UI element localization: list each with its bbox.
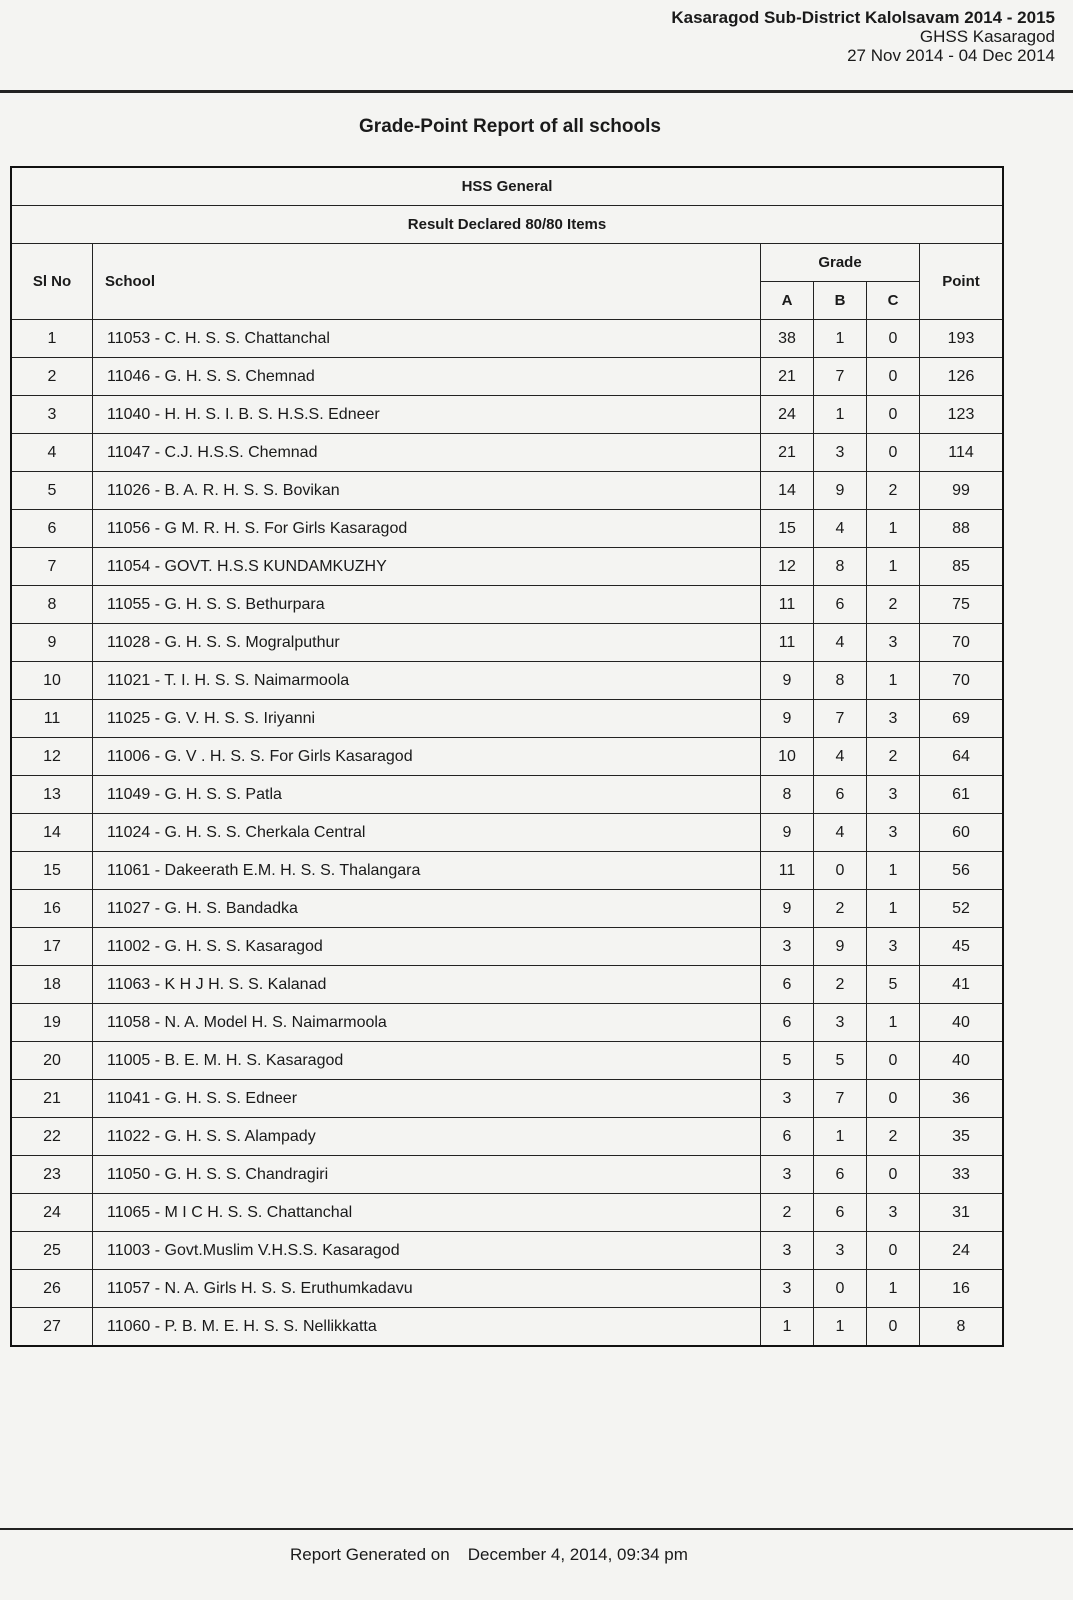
row-grade-a: 10: [761, 738, 814, 776]
row-grade-b: 4: [814, 814, 867, 852]
col-header-point: Point: [920, 244, 1004, 320]
table-row: [11, 624, 1003, 662]
row-school: 11026 - B. A. R. H. S. S. Bovikan: [93, 472, 761, 510]
row-grade-a: 11: [761, 586, 814, 624]
row-school: 11057 - N. A. Girls H. S. S. Eruthumkadavu: [93, 1270, 761, 1308]
row-grade-a: 3: [761, 928, 814, 966]
row-grade-a: 5: [761, 1042, 814, 1080]
table-row: [11, 1270, 1003, 1308]
table-body: [11, 320, 1003, 1347]
document-header: [671, 8, 1055, 65]
table-row: [11, 852, 1003, 890]
row-grade-a: 6: [761, 1004, 814, 1042]
row-point: 123: [920, 396, 1004, 434]
row-grade-b: 1: [814, 396, 867, 434]
row-grade-b: 4: [814, 624, 867, 662]
row-school: 11022 - G. H. S. S. Alampady: [93, 1118, 761, 1156]
row-grade-b: 8: [814, 548, 867, 586]
row-sl-no: 7: [11, 548, 93, 586]
row-grade-a: 21: [761, 358, 814, 396]
row-point: 8: [920, 1308, 1004, 1347]
row-grade-b: 6: [814, 586, 867, 624]
row-grade-a: 38: [761, 320, 814, 358]
row-grade-c: 0: [867, 396, 920, 434]
row-grade-a: 11: [761, 852, 814, 890]
row-sl-no: 17: [11, 928, 93, 966]
row-grade-c: 5: [867, 966, 920, 1004]
row-grade-c: 3: [867, 624, 920, 662]
row-point: 114: [920, 434, 1004, 472]
row-school: 11006 - G. V . H. S. S. For Girls Kasaragod: [93, 738, 761, 776]
row-point: 41: [920, 966, 1004, 1004]
row-point: 56: [920, 852, 1004, 890]
row-point: 99: [920, 472, 1004, 510]
row-school: 11061 - Dakeerath E.M. H. S. S. Thalangara: [93, 852, 761, 890]
row-grade-a: 3: [761, 1156, 814, 1194]
row-grade-a: 15: [761, 510, 814, 548]
table-row: [11, 1042, 1003, 1080]
table-row: [11, 434, 1003, 472]
row-point: 40: [920, 1042, 1004, 1080]
row-grade-b: 6: [814, 1156, 867, 1194]
row-sl-no: 10: [11, 662, 93, 700]
row-sl-no: 18: [11, 966, 93, 1004]
row-school: 11024 - G. H. S. S. Cherkala Central: [93, 814, 761, 852]
row-grade-c: 3: [867, 776, 920, 814]
table-row: [11, 1156, 1003, 1194]
row-grade-b: 7: [814, 1080, 867, 1118]
header-divider: [0, 90, 1073, 93]
row-sl-no: 14: [11, 814, 93, 852]
row-grade-b: 1: [814, 320, 867, 358]
row-school: 11047 - C.J. H.S.S. Chemnad: [93, 434, 761, 472]
row-grade-a: 9: [761, 890, 814, 928]
row-point: 193: [920, 320, 1004, 358]
row-point: 35: [920, 1118, 1004, 1156]
row-school: 11055 - G. H. S. S. Bethurpara: [93, 586, 761, 624]
row-grade-a: 6: [761, 966, 814, 1004]
event-dates: 27 Nov 2014 - 04 Dec 2014: [847, 46, 1055, 65]
row-grade-c: 0: [867, 320, 920, 358]
row-sl-no: 20: [11, 1042, 93, 1080]
row-sl-no: 3: [11, 396, 93, 434]
row-grade-c: 2: [867, 472, 920, 510]
col-header-grade-b: B: [814, 282, 867, 320]
row-school: 11060 - P. B. M. E. H. S. S. Nellikkatta: [93, 1308, 761, 1347]
row-grade-b: 0: [814, 1270, 867, 1308]
row-grade-c: 2: [867, 586, 920, 624]
row-school: 11028 - G. H. S. S. Mogralputhur: [93, 624, 761, 662]
row-sl-no: 8: [11, 586, 93, 624]
row-sl-no: 22: [11, 1118, 93, 1156]
row-sl-no: 21: [11, 1080, 93, 1118]
row-sl-no: 12: [11, 738, 93, 776]
row-school: 11027 - G. H. S. Bandadka: [93, 890, 761, 928]
row-grade-b: 8: [814, 662, 867, 700]
row-sl-no: 9: [11, 624, 93, 662]
col-header-school: School: [93, 244, 761, 320]
col-header-grade: Grade: [761, 244, 920, 282]
table-row: [11, 1308, 1003, 1347]
row-point: 85: [920, 548, 1004, 586]
row-school: 11040 - H. H. S. I. B. S. H.S.S. Edneer: [93, 396, 761, 434]
row-point: 36: [920, 1080, 1004, 1118]
table-row: [11, 776, 1003, 814]
row-sl-no: 27: [11, 1308, 93, 1347]
row-grade-c: 3: [867, 814, 920, 852]
row-grade-a: 8: [761, 776, 814, 814]
row-point: 70: [920, 662, 1004, 700]
table-row: [11, 966, 1003, 1004]
row-point: 31: [920, 1194, 1004, 1232]
row-grade-b: 9: [814, 472, 867, 510]
row-sl-no: 5: [11, 472, 93, 510]
row-school: 11002 - G. H. S. S. Kasaragod: [93, 928, 761, 966]
row-grade-a: 9: [761, 814, 814, 852]
footer-divider: [0, 1528, 1073, 1530]
col-header-sl-no: Sl No: [11, 244, 93, 320]
row-grade-a: 2: [761, 1194, 814, 1232]
row-grade-b: 1: [814, 1118, 867, 1156]
table-row: [11, 1194, 1003, 1232]
event-title: Kasaragod Sub-District Kalolsavam 2014 - 2015: [671, 8, 1055, 27]
row-sl-no: 15: [11, 852, 93, 890]
row-point: 24: [920, 1232, 1004, 1270]
table-row: [11, 814, 1003, 852]
row-point: 40: [920, 1004, 1004, 1042]
row-grade-c: 1: [867, 510, 920, 548]
row-sl-no: 19: [11, 1004, 93, 1042]
row-sl-no: 23: [11, 1156, 93, 1194]
row-school: 11041 - G. H. S. S. Edneer: [93, 1080, 761, 1118]
row-grade-a: 11: [761, 624, 814, 662]
table-row: [11, 928, 1003, 966]
table-row: [11, 548, 1003, 586]
row-grade-c: 0: [867, 1308, 920, 1347]
table-row: [11, 1118, 1003, 1156]
col-header-grade-a: A: [761, 282, 814, 320]
row-school: 11056 - G M. R. H. S. For Girls Kasaragod: [93, 510, 761, 548]
table-row: [11, 1080, 1003, 1118]
row-school: 11021 - T. I. H. S. S. Naimarmoola: [93, 662, 761, 700]
report-title: Grade-Point Report of all schools: [359, 116, 661, 137]
category-banner: HSS General: [11, 167, 1003, 206]
generated-timestamp: December 4, 2014, 09:34 pm: [467, 1545, 688, 1564]
row-grade-a: 9: [761, 700, 814, 738]
row-grade-a: 3: [761, 1270, 814, 1308]
row-sl-no: 11: [11, 700, 93, 738]
row-sl-no: 24: [11, 1194, 93, 1232]
row-grade-a: 6: [761, 1118, 814, 1156]
table-row: [11, 662, 1003, 700]
row-grade-c: 2: [867, 738, 920, 776]
col-header-grade-c: C: [867, 282, 920, 320]
row-point: 70: [920, 624, 1004, 662]
report-footer: [290, 1545, 688, 1565]
row-school: 11050 - G. H. S. S. Chandragiri: [93, 1156, 761, 1194]
row-grade-a: 3: [761, 1232, 814, 1270]
row-grade-c: 1: [867, 852, 920, 890]
table-row: [11, 586, 1003, 624]
row-grade-a: 21: [761, 434, 814, 472]
grade-point-table: [10, 166, 1004, 1347]
row-grade-b: 3: [814, 434, 867, 472]
table-row: [11, 472, 1003, 510]
table-row: [11, 510, 1003, 548]
row-school: 11003 - Govt.Muslim V.H.S.S. Kasaragod: [93, 1232, 761, 1270]
row-grade-c: 0: [867, 434, 920, 472]
row-grade-a: 12: [761, 548, 814, 586]
table-row: [11, 700, 1003, 738]
row-grade-c: 1: [867, 890, 920, 928]
row-school: 11063 - K H J H. S. S. Kalanad: [93, 966, 761, 1004]
row-grade-c: 3: [867, 1194, 920, 1232]
row-grade-c: 0: [867, 358, 920, 396]
row-school: 11005 - B. E. M. H. S. Kasaragod: [93, 1042, 761, 1080]
row-grade-a: 24: [761, 396, 814, 434]
table-row: [11, 358, 1003, 396]
row-grade-b: 9: [814, 928, 867, 966]
row-school: 11025 - G. V. H. S. S. Iriyanni: [93, 700, 761, 738]
row-grade-b: 2: [814, 890, 867, 928]
table-row: [11, 320, 1003, 358]
table-row: [11, 1004, 1003, 1042]
row-point: 60: [920, 814, 1004, 852]
row-grade-b: 4: [814, 738, 867, 776]
row-grade-c: 1: [867, 1270, 920, 1308]
row-point: 45: [920, 928, 1004, 966]
result-status: Result Declared 80/80 Items: [11, 206, 1003, 244]
row-grade-b: 4: [814, 510, 867, 548]
row-sl-no: 4: [11, 434, 93, 472]
row-grade-c: 0: [867, 1080, 920, 1118]
row-grade-b: 7: [814, 700, 867, 738]
row-sl-no: 26: [11, 1270, 93, 1308]
row-point: 52: [920, 890, 1004, 928]
row-grade-c: 3: [867, 700, 920, 738]
row-school: 11054 - GOVT. H.S.S KUNDAMKUZHY: [93, 548, 761, 586]
row-grade-b: 6: [814, 1194, 867, 1232]
row-sl-no: 1: [11, 320, 93, 358]
row-school: 11046 - G. H. S. S. Chemnad: [93, 358, 761, 396]
row-grade-c: 1: [867, 548, 920, 586]
row-point: 16: [920, 1270, 1004, 1308]
venue: GHSS Kasaragod: [919, 27, 1055, 46]
row-grade-c: 0: [867, 1156, 920, 1194]
row-point: 88: [920, 510, 1004, 548]
row-sl-no: 13: [11, 776, 93, 814]
table-row: [11, 1232, 1003, 1270]
row-grade-b: 5: [814, 1042, 867, 1080]
row-school: 11065 - M I C H. S. S. Chattanchal: [93, 1194, 761, 1232]
row-grade-b: 1: [814, 1308, 867, 1347]
row-grade-b: 7: [814, 358, 867, 396]
row-grade-b: 3: [814, 1004, 867, 1042]
table-row: [11, 396, 1003, 434]
row-grade-b: 6: [814, 776, 867, 814]
row-sl-no: 16: [11, 890, 93, 928]
row-grade-c: 1: [867, 662, 920, 700]
row-grade-b: 2: [814, 966, 867, 1004]
row-school: 11049 - G. H. S. S. Patla: [93, 776, 761, 814]
row-school: 11053 - C. H. S. S. Chattanchal: [93, 320, 761, 358]
table-row: [11, 738, 1003, 776]
row-sl-no: 6: [11, 510, 93, 548]
row-grade-c: 1: [867, 1004, 920, 1042]
table-row: [11, 890, 1003, 928]
row-grade-a: 1: [761, 1308, 814, 1347]
row-point: 75: [920, 586, 1004, 624]
row-sl-no: 25: [11, 1232, 93, 1270]
row-point: 69: [920, 700, 1004, 738]
row-grade-c: 2: [867, 1118, 920, 1156]
row-grade-c: 0: [867, 1232, 920, 1270]
row-point: 33: [920, 1156, 1004, 1194]
row-point: 126: [920, 358, 1004, 396]
row-sl-no: 2: [11, 358, 93, 396]
row-grade-c: 0: [867, 1042, 920, 1080]
row-grade-a: 9: [761, 662, 814, 700]
generated-label: Report Generated on: [290, 1545, 450, 1564]
row-grade-c: 3: [867, 928, 920, 966]
row-school: 11058 - N. A. Model H. S. Naimarmoola: [93, 1004, 761, 1042]
row-grade-a: 14: [761, 472, 814, 510]
row-grade-b: 3: [814, 1232, 867, 1270]
row-point: 61: [920, 776, 1004, 814]
row-point: 64: [920, 738, 1004, 776]
row-grade-b: 0: [814, 852, 867, 890]
row-grade-a: 3: [761, 1080, 814, 1118]
